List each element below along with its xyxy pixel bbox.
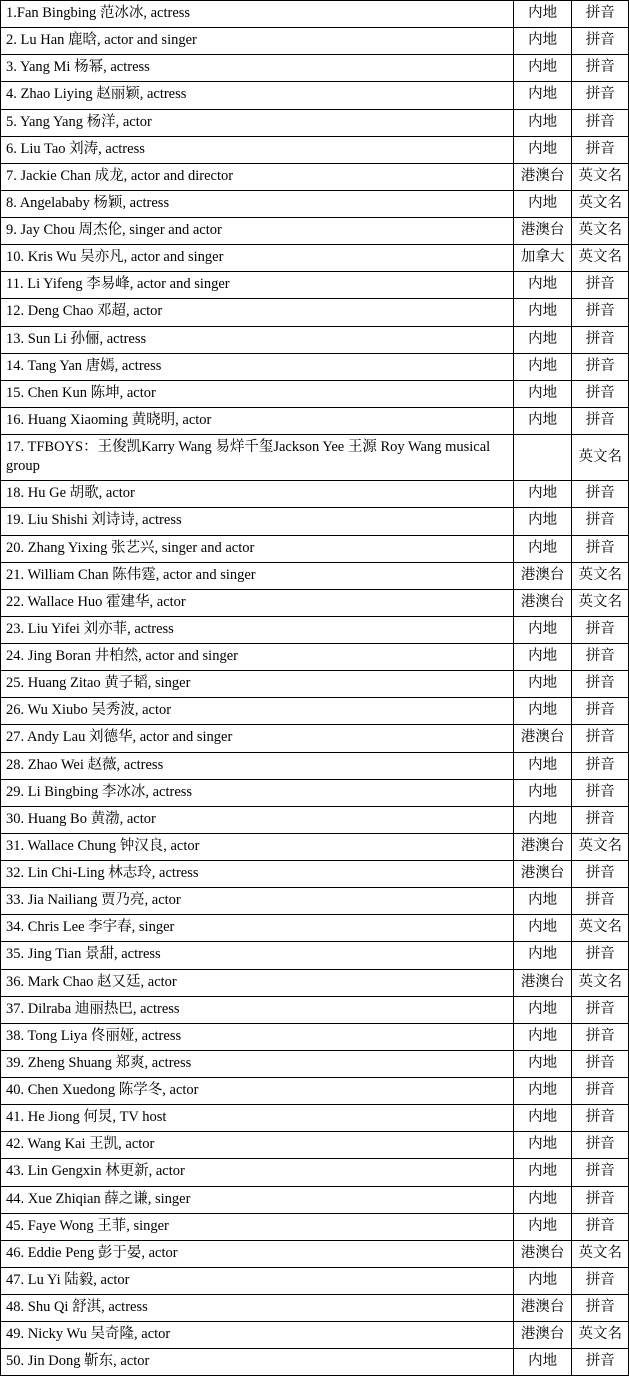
cell-name-type: 拼音 [572, 28, 629, 55]
cell-name-type: 拼音 [572, 1295, 629, 1322]
cell-celebrity-name: 29. Li Bingbing 李冰冰, actress [1, 779, 514, 806]
cell-celebrity-name: 7. Jackie Chan 成龙, actor and director [1, 163, 514, 190]
cell-region: 内地 [513, 1349, 572, 1376]
cell-celebrity-name: 44. Xue Zhiqian 薛之谦, singer [1, 1186, 514, 1213]
table-row [1, 833, 629, 860]
cell-celebrity-name: 46. Eddie Peng 彭于晏, actor [1, 1240, 514, 1267]
table-row [1, 1349, 629, 1376]
cell-celebrity-name: 41. He Jiong 何炅, TV host [1, 1105, 514, 1132]
table-row [1, 1240, 629, 1267]
cell-region: 内地 [513, 671, 572, 698]
cell-name-type: 拼音 [572, 481, 629, 508]
cell-celebrity-name: 30. Huang Bo 黄渤, actor [1, 806, 514, 833]
table-row [1, 698, 629, 725]
cell-name-type: 拼音 [572, 299, 629, 326]
cell-region: 内地 [513, 299, 572, 326]
cell-region: 内地 [513, 1213, 572, 1240]
cell-name-type: 拼音 [572, 1213, 629, 1240]
cell-name-type: 拼音 [572, 82, 629, 109]
cell-name-type: 拼音 [572, 1349, 629, 1376]
cell-name-type: 拼音 [572, 1, 629, 28]
table-row [1, 562, 629, 589]
cell-name-type: 拼音 [572, 698, 629, 725]
cell-celebrity-name: 33. Jia Nailiang 贾乃亮, actor [1, 888, 514, 915]
table-row [1, 1267, 629, 1294]
cell-celebrity-name: 6. Liu Tao 刘涛, actress [1, 136, 514, 163]
cell-region: 内地 [513, 136, 572, 163]
cell-name-type: 英文名 [572, 435, 629, 481]
table-row [1, 163, 629, 190]
cell-celebrity-name: 14. Tang Yan 唐嫣, actress [1, 353, 514, 380]
cell-region: 加拿大 [513, 245, 572, 272]
table-row [1, 481, 629, 508]
cell-region: 内地 [513, 888, 572, 915]
cell-region: 内地 [513, 1023, 572, 1050]
table-row [1, 915, 629, 942]
cell-celebrity-name: 38. Tong Liya 佟丽娅, actress [1, 1023, 514, 1050]
cell-region: 内地 [513, 407, 572, 434]
cell-region: 内地 [513, 644, 572, 671]
cell-region: 港澳台 [513, 861, 572, 888]
cell-region: 内地 [513, 942, 572, 969]
cell-region: 内地 [513, 508, 572, 535]
cell-celebrity-name: 28. Zhao Wei 赵薇, actress [1, 752, 514, 779]
cell-region: 内地 [513, 1105, 572, 1132]
cell-celebrity-name: 43. Lin Gengxin 林更新, actor [1, 1159, 514, 1186]
table-row [1, 752, 629, 779]
cell-name-type: 拼音 [572, 806, 629, 833]
cell-name-type: 英文名 [572, 163, 629, 190]
table-row [1, 806, 629, 833]
cell-region: 内地 [513, 915, 572, 942]
cell-celebrity-name: 37. Dilraba 迪丽热巴, actress [1, 996, 514, 1023]
cell-celebrity-name: 48. Shu Qi 舒淇, actress [1, 1295, 514, 1322]
cell-name-type: 拼音 [572, 1186, 629, 1213]
table-row [1, 353, 629, 380]
cell-name-type: 拼音 [572, 752, 629, 779]
cell-name-type: 英文名 [572, 190, 629, 217]
cell-name-type: 拼音 [572, 616, 629, 643]
cell-celebrity-name: 9. Jay Chou 周杰伦, singer and actor [1, 218, 514, 245]
table-row [1, 407, 629, 434]
cell-celebrity-name: 49. Nicky Wu 吴奇隆, actor [1, 1322, 514, 1349]
cell-name-type: 拼音 [572, 942, 629, 969]
table-row [1, 218, 629, 245]
cell-name-type: 拼音 [572, 888, 629, 915]
cell-celebrity-name: 40. Chen Xuedong 陈学冬, actor [1, 1078, 514, 1105]
table-row [1, 861, 629, 888]
cell-name-type: 拼音 [572, 1267, 629, 1294]
cell-name-type: 拼音 [572, 272, 629, 299]
table-row [1, 996, 629, 1023]
cell-name-type: 拼音 [572, 779, 629, 806]
table-row [1, 435, 629, 481]
cell-region: 内地 [513, 353, 572, 380]
cell-name-type: 英文名 [572, 833, 629, 860]
cell-celebrity-name: 4. Zhao Liying 赵丽颖, actress [1, 82, 514, 109]
cell-name-type: 拼音 [572, 1105, 629, 1132]
cell-region: 内地 [513, 1267, 572, 1294]
cell-celebrity-name: 23. Liu Yifei 刘亦菲, actress [1, 616, 514, 643]
table-row [1, 1213, 629, 1240]
cell-celebrity-name: 24. Jing Boran 井柏然, actor and singer [1, 644, 514, 671]
cell-region: 港澳台 [513, 1322, 572, 1349]
cell-name-type: 拼音 [572, 1023, 629, 1050]
cell-celebrity-name: 31. Wallace Chung 钟汉良, actor [1, 833, 514, 860]
table-row [1, 1186, 629, 1213]
table-row [1, 109, 629, 136]
cell-name-type: 拼音 [572, 1078, 629, 1105]
cell-celebrity-name: 19. Liu Shishi 刘诗诗, actress [1, 508, 514, 535]
cell-region: 内地 [513, 1050, 572, 1077]
cell-name-type: 拼音 [572, 861, 629, 888]
cell-celebrity-name: 12. Deng Chao 邓超, actor [1, 299, 514, 326]
table-row [1, 299, 629, 326]
table-row [1, 779, 629, 806]
cell-name-type: 拼音 [572, 353, 629, 380]
cell-region: 内地 [513, 190, 572, 217]
cell-region: 港澳台 [513, 725, 572, 752]
table-row [1, 1105, 629, 1132]
cell-region: 内地 [513, 326, 572, 353]
cell-celebrity-name: 50. Jin Dong 靳东, actor [1, 1349, 514, 1376]
table-row [1, 326, 629, 353]
cell-region: 港澳台 [513, 1295, 572, 1322]
cell-name-type: 英文名 [572, 562, 629, 589]
cell-celebrity-name: 21. William Chan 陈伟霆, actor and singer [1, 562, 514, 589]
cell-region: 内地 [513, 1078, 572, 1105]
cell-name-type: 英文名 [572, 969, 629, 996]
cell-celebrity-name: 5. Yang Yang 杨洋, actor [1, 109, 514, 136]
cell-name-type: 英文名 [572, 589, 629, 616]
cell-name-type: 拼音 [572, 55, 629, 82]
cell-name-type: 拼音 [572, 725, 629, 752]
cell-region: 内地 [513, 1186, 572, 1213]
cell-name-type: 拼音 [572, 996, 629, 1023]
cell-region: 内地 [513, 1, 572, 28]
table-row [1, 1023, 629, 1050]
cell-name-type: 英文名 [572, 1240, 629, 1267]
cell-name-type: 拼音 [572, 136, 629, 163]
cell-name-type: 拼音 [572, 535, 629, 562]
cell-celebrity-name: 10. Kris Wu 吴亦凡, actor and singer [1, 245, 514, 272]
cell-celebrity-name: 35. Jing Tian 景甜, actress [1, 942, 514, 969]
cell-celebrity-name: 15. Chen Kun 陈坤, actor [1, 380, 514, 407]
table-row [1, 1050, 629, 1077]
cell-name-type: 拼音 [572, 109, 629, 136]
table-row [1, 1159, 629, 1186]
table-row [1, 1078, 629, 1105]
cell-celebrity-name: 1.Fan Bingbing 范冰冰, actress [1, 1, 514, 28]
cell-celebrity-name: 27. Andy Lau 刘德华, actor and singer [1, 725, 514, 752]
table-row [1, 28, 629, 55]
cell-name-type: 拼音 [572, 508, 629, 535]
cell-celebrity-name: 11. Li Yifeng 李易峰, actor and singer [1, 272, 514, 299]
cell-name-type: 英文名 [572, 1322, 629, 1349]
table-row [1, 1, 629, 28]
cell-celebrity-name: 2. Lu Han 鹿晗, actor and singer [1, 28, 514, 55]
table-row [1, 1132, 629, 1159]
cell-celebrity-name: 45. Faye Wong 王菲, singer [1, 1213, 514, 1240]
cell-celebrity-name: 13. Sun Li 孙俪, actress [1, 326, 514, 353]
cell-region: 内地 [513, 55, 572, 82]
cell-region: 港澳台 [513, 589, 572, 616]
cell-celebrity-name: 17. TFBOYS：王俊凯Karry Wang 易烊千玺Jackson Yee 王源 Roy Wang musical group [1, 435, 514, 481]
cell-celebrity-name: 47. Lu Yi 陆毅, actor [1, 1267, 514, 1294]
cell-celebrity-name: 8. Angelababy 杨颖, actress [1, 190, 514, 217]
table-row [1, 535, 629, 562]
cell-name-type: 英文名 [572, 915, 629, 942]
table-row [1, 671, 629, 698]
table-row [1, 888, 629, 915]
table-row [1, 508, 629, 535]
cell-region: 港澳台 [513, 562, 572, 589]
cell-celebrity-name: 18. Hu Ge 胡歌, actor [1, 481, 514, 508]
cell-celebrity-name: 42. Wang Kai 王凯, actor [1, 1132, 514, 1159]
table-row [1, 969, 629, 996]
table-row [1, 245, 629, 272]
cell-name-type: 拼音 [572, 326, 629, 353]
cell-name-type: 英文名 [572, 245, 629, 272]
cell-celebrity-name: 3. Yang Mi 杨幂, actress [1, 55, 514, 82]
table-row [1, 1322, 629, 1349]
table-row [1, 190, 629, 217]
cell-region: 内地 [513, 28, 572, 55]
cell-region: 内地 [513, 1132, 572, 1159]
cell-celebrity-name: 22. Wallace Huo 霍建华, actor [1, 589, 514, 616]
table-row [1, 1295, 629, 1322]
cell-region: 港澳台 [513, 969, 572, 996]
cell-region: 港澳台 [513, 163, 572, 190]
table-row [1, 616, 629, 643]
cell-name-type: 拼音 [572, 1050, 629, 1077]
cell-celebrity-name: 36. Mark Chao 赵又廷, actor [1, 969, 514, 996]
cell-name-type: 拼音 [572, 407, 629, 434]
cell-region: 内地 [513, 1159, 572, 1186]
cell-celebrity-name: 39. Zheng Shuang 郑爽, actress [1, 1050, 514, 1077]
cell-celebrity-name: 26. Wu Xiubo 吴秀波, actor [1, 698, 514, 725]
table-row [1, 82, 629, 109]
cell-name-type: 拼音 [572, 644, 629, 671]
cell-celebrity-name: 20. Zhang Yixing 张艺兴, singer and actor [1, 535, 514, 562]
cell-celebrity-name: 16. Huang Xiaoming 黄晓明, actor [1, 407, 514, 434]
cell-name-type: 拼音 [572, 671, 629, 698]
table-row [1, 136, 629, 163]
cell-region: 内地 [513, 109, 572, 136]
cell-region: 内地 [513, 806, 572, 833]
table-row [1, 55, 629, 82]
cell-region: 内地 [513, 272, 572, 299]
cell-celebrity-name: 25. Huang Zitao 黄子韬, singer [1, 671, 514, 698]
cell-region: 内地 [513, 535, 572, 562]
cell-region: 内地 [513, 82, 572, 109]
cell-celebrity-name: 34. Chris Lee 李宇春, singer [1, 915, 514, 942]
table-row [1, 725, 629, 752]
cell-region: 港澳台 [513, 833, 572, 860]
cell-region: 内地 [513, 616, 572, 643]
cell-region: 港澳台 [513, 1240, 572, 1267]
cell-region: 内地 [513, 779, 572, 806]
cell-name-type: 拼音 [572, 1159, 629, 1186]
cell-region: 内地 [513, 481, 572, 508]
cell-region: 内地 [513, 996, 572, 1023]
cell-region: 港澳台 [513, 218, 572, 245]
table-row [1, 644, 629, 671]
table-row [1, 380, 629, 407]
cell-name-type: 拼音 [572, 1132, 629, 1159]
table-row [1, 589, 629, 616]
cell-name-type: 英文名 [572, 218, 629, 245]
cell-celebrity-name: 32. Lin Chi-Ling 林志玲, actress [1, 861, 514, 888]
cell-region: 内地 [513, 698, 572, 725]
cell-name-type: 拼音 [572, 380, 629, 407]
table-body [1, 1, 629, 1376]
cell-region: 内地 [513, 380, 572, 407]
table-row [1, 272, 629, 299]
cell-region: 内地 [513, 752, 572, 779]
cell-region [513, 435, 572, 481]
table-row [1, 942, 629, 969]
